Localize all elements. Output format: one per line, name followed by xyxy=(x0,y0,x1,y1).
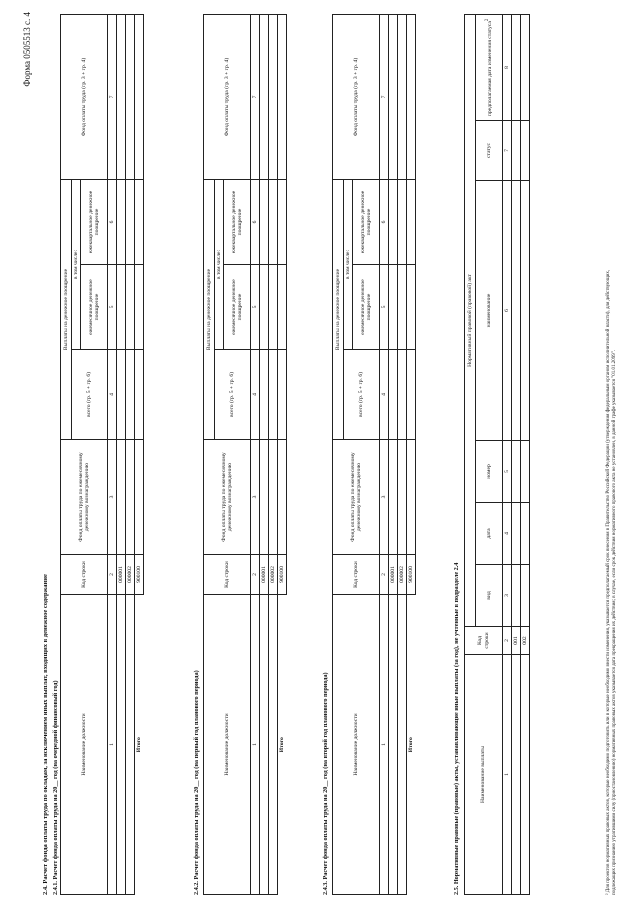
header-act-group: Нормативный правовой (правовой) акт xyxy=(465,14,476,626)
col-number: 7 xyxy=(503,121,512,181)
header-position: Наименование должности xyxy=(204,595,251,895)
col-number: 5 xyxy=(251,265,260,350)
payroll-table-2-4-2 xyxy=(203,14,287,895)
header-monthly-bonus: ежемесячное денежное поощрение xyxy=(224,265,251,350)
table-row xyxy=(512,14,521,894)
header-code: Код строки xyxy=(465,627,503,655)
row-code: 000002 xyxy=(398,555,407,595)
col-number: 7 xyxy=(251,15,260,180)
header-payment-name: Наименование выплаты xyxy=(465,655,503,895)
header-total: всего (гр. 5 + гр. 6) xyxy=(215,350,251,440)
footnote-line-2: подлежащих признанию утратившими силу (приостановлению) нормативных правовых актов указывается дата прекращения их действия; в случае, если срок действия нормативного правового акта не установлен, в данной графе указывается "01.01.2099". xyxy=(612,349,618,895)
header-quarterly-bonus: ежеквартальное денежное поощрение xyxy=(81,180,108,265)
table-row xyxy=(521,14,530,894)
header-type: вид xyxy=(476,565,503,627)
row-code: 001 xyxy=(512,627,521,655)
col-number: 7 xyxy=(380,15,389,180)
col-number: 1 xyxy=(108,595,117,895)
col-number: 6 xyxy=(503,181,512,441)
header-monthly-bonus: ежемесячное денежное поощрение xyxy=(353,265,380,350)
col-number: 5 xyxy=(108,265,117,350)
total-label: Итого xyxy=(408,737,415,753)
header-code: Код строки xyxy=(61,555,108,595)
payroll-table-2-4-3 xyxy=(332,14,416,895)
row-code: 900100 xyxy=(135,555,144,595)
header-including: в том числе: xyxy=(215,180,224,350)
col-number: 3 xyxy=(108,440,117,555)
row-code: 000001 xyxy=(260,555,269,595)
header-including: в том числе: xyxy=(72,180,81,350)
col-number: 3 xyxy=(251,440,260,555)
row-code: 900100 xyxy=(407,555,416,595)
col-number: 3 xyxy=(380,440,389,555)
col-number: 4 xyxy=(108,350,117,440)
table-row xyxy=(260,15,269,895)
header-payments-group: Выплаты на денежное поощрение xyxy=(61,180,72,440)
total-row xyxy=(278,15,287,895)
total-row xyxy=(135,15,144,895)
header-fund-total: Фонд оплаты труда (гр. 3 + гр. 4) xyxy=(333,15,380,180)
table-row xyxy=(389,15,398,895)
total-row xyxy=(407,15,416,895)
row-code: 000001 xyxy=(389,555,398,595)
header-fund-total: Фонд оплаты труда (гр. 3 + гр. 4) xyxy=(61,15,108,180)
section-2-4-1-title: 2.4.1. Расчет фонда оплаты труда на 20__ год (на очередной финансовый год) xyxy=(52,680,59,895)
col-number: 4 xyxy=(251,350,260,440)
header-date: дата xyxy=(476,503,503,565)
payroll-table-2-4-1 xyxy=(60,14,144,895)
header-monthly-bonus: ежемесячное денежное поощрение xyxy=(81,265,108,350)
header-expected-date: предполагаемая дата изменения статуса$^2$ xyxy=(476,14,503,120)
header-payments-group: Выплаты на денежное поощрение xyxy=(333,180,344,440)
row-code: 000002 xyxy=(126,555,135,595)
table-row xyxy=(126,15,135,895)
row-code: 000002 xyxy=(269,555,278,595)
header-fund-total: Фонд оплаты труда (гр. 3 + гр. 4) xyxy=(204,15,251,180)
section-2-4-3-title: 2.4.3. Расчет фонда оплаты труда на 20__ год (на второй год планового периода) xyxy=(322,672,329,895)
col-number: 5 xyxy=(503,441,512,503)
col-number: 4 xyxy=(380,350,389,440)
table-row xyxy=(398,15,407,895)
header-position: Наименование должности xyxy=(333,595,380,895)
header-fund-monthly: Фонд оплаты труда по ежемесячному денежному вознаграждению xyxy=(204,440,251,555)
legal-acts-table-2-5 xyxy=(464,14,530,895)
table-row xyxy=(269,15,278,895)
col-number: 1 xyxy=(251,595,260,895)
header-number: номер xyxy=(476,441,503,503)
header-name: наименование xyxy=(476,181,503,441)
total-label: Итого xyxy=(136,737,143,753)
header-fund-monthly: Фонд оплаты труда по ежемесячному денежному вознаграждению xyxy=(333,440,380,555)
row-code: 000001 xyxy=(117,555,126,595)
header-fund-monthly: Фонд оплаты труда по ежемесячному денежному вознаграждению xyxy=(61,440,108,555)
col-number: 2 xyxy=(108,555,117,595)
col-number: 8 xyxy=(503,14,512,120)
header-quarterly-bonus: ежеквартальное денежное поощрение xyxy=(224,180,251,265)
total-label: Итого xyxy=(279,737,286,753)
table-row xyxy=(117,15,126,895)
footnote-line-1: ² Для проектов нормативных правовых актов, которые необходимо подготовить или в которые необходимо внести изменения, указывается предполагаемый срок внесения в Правительство Российской Федерации (утверждения федеральным органом исполнительной власти), для действующих, xyxy=(606,269,611,895)
col-number: 6 xyxy=(251,180,260,265)
footnote-marker: 2 xyxy=(485,18,490,22)
header-total: всего (гр. 5 + гр. 6) xyxy=(72,350,108,440)
header-status: статус xyxy=(476,121,503,181)
row-code: 900100 xyxy=(278,555,287,595)
section-2-5-title: 2.5. Нормативные правовые (правовые) акты, устанавливающие иные выплаты (за год), не учтенные в подразделе 2.4 xyxy=(453,562,460,895)
col-number: 2 xyxy=(503,627,512,655)
form-code: Форма 0505513 с. 4 xyxy=(22,12,32,87)
col-number: 1 xyxy=(380,595,389,895)
header-total: всего (гр. 5 + гр. 6) xyxy=(344,350,380,440)
footnote xyxy=(606,15,619,895)
col-number: 6 xyxy=(108,180,117,265)
col-number: 6 xyxy=(380,180,389,265)
section-2-4-2-title: 2.4.2. Расчет фонда оплаты труда на 20__ год (на первый год планового периода) xyxy=(193,670,200,895)
col-number: 7 xyxy=(108,15,117,180)
header-quarterly-bonus: ежеквартальное денежное поощрение xyxy=(353,180,380,265)
section-2-4-title: 2.4. Расчет фонда оплаты труда по окладам, за исключением иных выплат, входящих в денежное содержание xyxy=(42,574,49,895)
col-number: 4 xyxy=(503,503,512,565)
header-payments-group: Выплаты на денежное поощрение xyxy=(204,180,215,440)
header-code: Код строки xyxy=(333,555,380,595)
header-position: Наименование должности xyxy=(61,595,108,895)
col-number: 2 xyxy=(380,555,389,595)
col-number: 3 xyxy=(503,565,512,627)
col-number: 5 xyxy=(380,265,389,350)
row-code: 002 xyxy=(521,627,530,655)
header-code: Код строки xyxy=(204,555,251,595)
col-number: 2 xyxy=(251,555,260,595)
header-including: в том числе: xyxy=(344,180,353,350)
col-number: 1 xyxy=(503,655,512,895)
